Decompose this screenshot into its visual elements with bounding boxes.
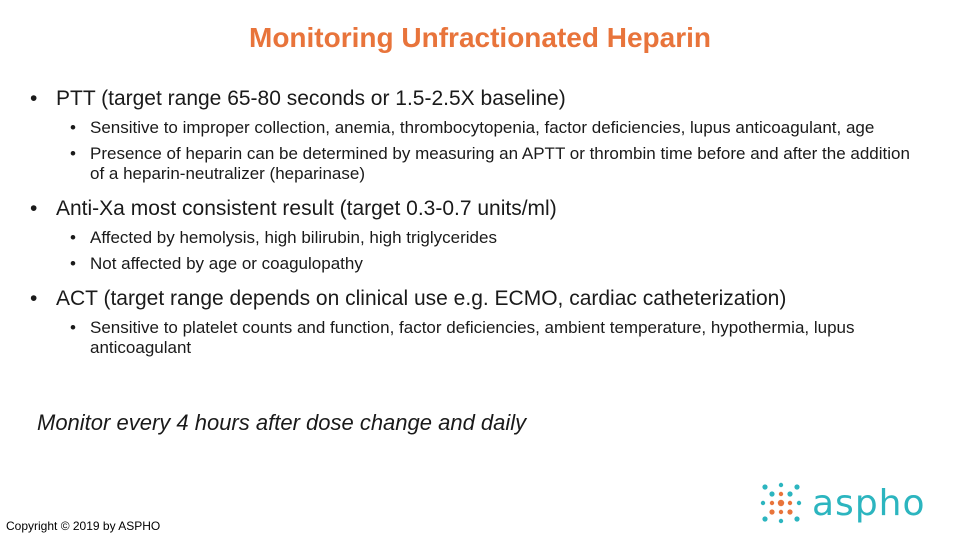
bullet-act: • ACT (target range depends on clinical use e.g. ECMO, cardiac catheterization) [30, 286, 930, 312]
sub-list-act [30, 318, 930, 358]
bullet-list [30, 86, 930, 370]
copyright-text: Copyright © 2019 by ASPHO [6, 519, 161, 533]
slide-title: Monitoring Unfractionated Heparin [249, 22, 711, 53]
aspho-logo [760, 482, 926, 524]
sub-bullet: • Sensitive to improper collection, anemia, thrombocytopenia, factor deficiencies, lupus anticoagulant, age [30, 118, 912, 138]
sub-bullet: • Affected by hemolysis, high bilirubin, high triglycerides [30, 228, 912, 248]
bullet-ptt: • PTT (target range 65-80 seconds or 1.5-2.5X baseline) [30, 86, 930, 112]
aspho-dots-icon [760, 482, 802, 524]
sub-bullet: • Presence of heparin can be determined by measuring an APTT or thrombin time before and after the addition of a heparin-neutralizer (heparinase) [30, 144, 912, 184]
sub-list-anti-xa [30, 228, 930, 274]
sub-bullet: • Not affected by age or coagulopathy [30, 254, 912, 274]
sub-list-ptt [30, 118, 930, 184]
monitoring-note: Monitor every 4 hours after dose change and daily [37, 410, 527, 435]
logo-text: aspho [812, 482, 926, 524]
sub-bullet: • Sensitive to platelet counts and function, factor deficiencies, ambient temperature, hypothermia, lupus anticoagulant [30, 318, 912, 358]
bullet-anti-xa: • Anti-Xa most consistent result (target 0.3-0.7 units/ml) [30, 196, 930, 222]
